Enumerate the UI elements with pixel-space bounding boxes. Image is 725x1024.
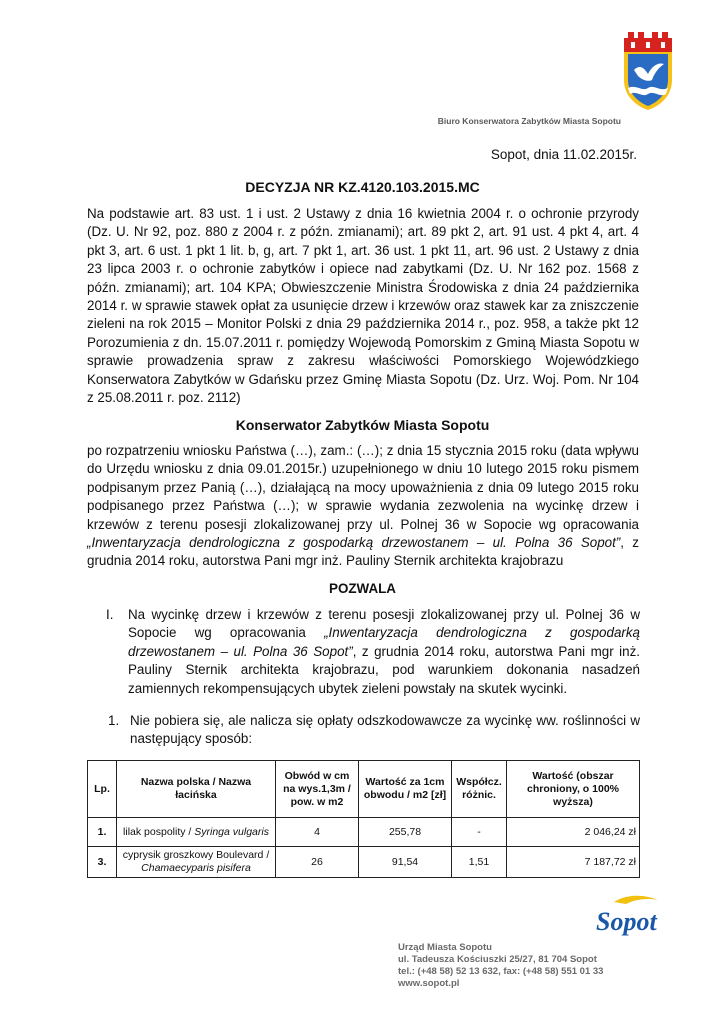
legal-basis-paragraph: Na podstawie art. 83 ust. 1 i ust. 2 Ustawy z dnia 16 kwietnia 2004 r. o ochronie przyrody (Dz. U. Nr 92, poz. 880 z 2004 r. z późn. zmianami); art. 89 pkt 2, art. 91 ust. 4 pkt 4, art. 4 pkt 3, art. 6 ust. 1 pkt 1 lit. b, g, art. 7 pkt 1, art. 36 ust. 1 pkt 11, art. 96 ust. 2 Ustawy z dnia 23 lipca 2003 r. o ochronie zabytków i opiece nad zabytkami (Dz. U. Nr 162 poz. 1568 z późn. zmianami); art. 104 KPA; Obwieszczenie Ministra Środowiska z dnia 24 października 2014 r. w sprawie stawek opłat za usunięcie drzew i krzewów oraz stawek kar za zniszczenie zieleni na rok 2015 – Monitor Polski z dnia 29 października 2014 r., poz. 958, a także pkt 12 Porozumienia z dn. 15.07.2011 r. pomiędzy Wojewodą Pomorskim z Gminą Miasta Sopotu w sprawie prowadzenia spraw z zakresu właściwości Pomorskiego Wojewódzkiego Konserwatora Zabytków w Gdańsku przez Gminę Miasta Sopotu (Dz. Urz. Woj. Pom. Nr 104 z 25.08.2011 r. poz. 2112) xyxy=(87,206,639,406)
footer-address xyxy=(398,942,603,990)
table-header-row xyxy=(88,761,640,818)
item-study-title: „Inwentaryzacja dendrologiczna z gospodarką drzewostanem – ul. Polna 36 Sopot” xyxy=(128,625,640,659)
study-title: „Inwentaryzacja dendrologiczna z gospodarką drzewostanem – ul. Polna 36 Sopot” xyxy=(87,535,621,551)
name-latin: Chamaecyparis pisifera xyxy=(141,862,251,874)
cell-coefficient: 1,51 xyxy=(452,847,507,878)
decision-word: POZWALA xyxy=(329,581,396,596)
header-lp: Lp. xyxy=(88,761,117,818)
cell-coefficient: - xyxy=(452,818,507,847)
item-number: I. xyxy=(106,607,114,622)
table-row xyxy=(88,847,640,878)
fee-table xyxy=(87,760,640,878)
table-row xyxy=(88,818,640,847)
item-text-end: , z grudnia 2014 roku, autorstwa Pani mgr inż. Pauliny Sternik architekta krajobrazu, pod warunkiem dokonania nasadzeń zamiennych rekompensujących ubytek zieleni powstały na skutek wycinki. xyxy=(128,643,640,696)
header-value-per-cm: Wartość za 1cm obwodu / m2 [zł] xyxy=(359,761,452,818)
logo-wordmark: Sopot xyxy=(596,907,657,936)
item-text xyxy=(128,606,640,698)
header-circumference: Obwód w cm na wys.1,3m / pow. w m2 xyxy=(276,761,359,818)
footer-phone: tel.: (+48 58) 52 13 632, fax: (+48 58) 551 01 33 xyxy=(398,966,604,977)
name-polish: lilak pospolity / xyxy=(123,826,195,838)
cell-name xyxy=(117,818,276,847)
cell-value-total: 7 187,72 zł xyxy=(507,847,640,878)
office-name: Biuro Konserwatora Zabytków Miasta Sopotu xyxy=(437,116,621,126)
footer-website[interactable]: www.sopot.pl xyxy=(398,978,460,989)
cell-value-per-cm: 91,54 xyxy=(359,847,452,878)
authority-heading: Konserwator Zabytków Miasta Sopotu xyxy=(235,417,490,433)
item-text-start: Na wycinkę drzew i krzewów z terenu posesji zlokalizowanej przy ul. Polnej 36 w Sopocie wg opracowania xyxy=(128,607,640,641)
item-text: Nie pobiera się, ale nalicza się opłaty odszkodowawcze za wycinkę ww. roślinności w następujący sposób: xyxy=(130,713,640,747)
decision-title: DECYZJA NR KZ.4120.103.2015.MC xyxy=(245,179,480,195)
cell-value-per-cm: 255,78 xyxy=(359,818,452,847)
sopot-coat-of-arms-icon xyxy=(622,30,674,112)
header-coefficient: Współcz. różnic. xyxy=(452,761,507,818)
document-date: Sopot, dnia 11.02.2015r. xyxy=(490,147,637,162)
cell-circumference: 26 xyxy=(276,847,359,878)
consideration-text: po rozpatrzeniu wniosku Państwa (…), zam.: (…); z dnia 15 stycznia 2015 roku (data wpływu do Urzędu wniosku z dnia 09.01.2015r.) uzupełnionego w dniu 10 lutego 2015 roku pismem podpisanym przez Panią (…), działającą na mocy upoważnienia z dnia 09 lutego 2015 roku podpisanego przez Państwa (…); w sprawie wydania zezwolenia na wycinkę drzew i krzewów z terenu posesji zlokalizowanej przy ul. Polnej 36 w Sopocie wg opracowania xyxy=(87,443,639,532)
item-number: 1. xyxy=(108,713,120,728)
consideration-paragraph xyxy=(87,442,639,571)
sopot-logo-icon xyxy=(592,892,662,942)
name-polish: cyprysik groszkowy Boulevard / xyxy=(122,849,270,861)
header-value-total: Wartość (obszar chroniony, o 100% wyższa) xyxy=(507,761,640,818)
cell-name xyxy=(117,847,276,878)
cell-value-total: 2 046,24 zł xyxy=(507,818,640,847)
footer-street: ul. Tadeusza Kościuszki 25/27, 81 704 Sopot xyxy=(398,954,597,965)
name-latin: Syringa vulgaris xyxy=(194,826,269,838)
cell-lp: 3. xyxy=(88,847,117,878)
cell-lp: 1. xyxy=(88,818,117,847)
header-name: Nazwa polska / Nazwa łacińska xyxy=(117,761,276,818)
cell-circumference: 4 xyxy=(276,818,359,847)
consideration-tail: , z grudnia 2014 roku, autorstwa Pani mgr inż. Pauliny Sternik architekta krajobrazu xyxy=(87,535,640,569)
footer-office: Urząd Miasta Sopotu xyxy=(398,942,492,953)
